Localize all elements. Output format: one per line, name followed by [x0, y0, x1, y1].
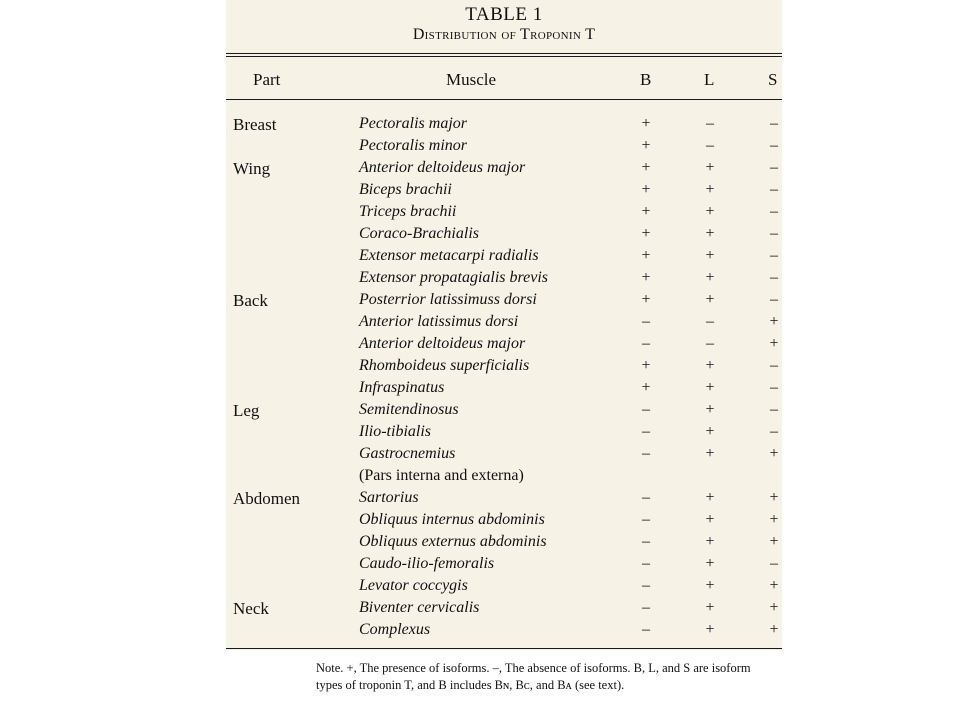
s-cell: –: [770, 203, 778, 220]
part-cell: Leg: [233, 401, 260, 420]
table-row: [226, 423, 782, 445]
l-cell: +: [705, 247, 715, 264]
s-cell: –: [770, 115, 778, 132]
muscle-cell: Anterior deltoideus major: [359, 159, 526, 176]
s-cell: +: [769, 599, 779, 616]
part-cell: Neck: [233, 599, 269, 618]
l-cell: +: [705, 511, 715, 528]
l-cell: +: [705, 181, 715, 198]
b-cell: +: [641, 137, 651, 154]
muscle-cell: Anterior latissimus dorsi: [359, 313, 519, 330]
l-cell: +: [705, 445, 715, 462]
l-cell: +: [705, 225, 715, 242]
part-cell: Wing: [233, 159, 271, 178]
l-cell: +: [705, 599, 715, 616]
muscle-cell: Ilio-tibialis: [359, 423, 431, 440]
b-cell: –: [642, 313, 650, 330]
table-note: Note. +, The presence of isoforms. –, The absence of isoforms. B, L, and S are isoform types of troponin T, and B includes Bɴ, Bᴄ, and Bᴀ (see text).: [316, 661, 751, 692]
l-cell: –: [706, 137, 714, 154]
header-rule: [226, 99, 782, 100]
muscle-cell: Caudo-ilio-femoralis: [359, 555, 495, 572]
l-cell: +: [705, 203, 715, 220]
b-cell: –: [642, 489, 650, 506]
top-rule: [226, 53, 782, 54]
s-cell: –: [770, 181, 778, 198]
muscle-cell: Sartorius: [359, 489, 419, 506]
table-row: [226, 115, 782, 137]
table-row: [226, 511, 782, 533]
column-header-b: B: [640, 70, 652, 89]
table-row: [226, 467, 782, 489]
l-cell: +: [705, 291, 715, 308]
table-row: [226, 445, 782, 467]
table-row: [226, 313, 782, 335]
muscle-cell: Complexus: [359, 621, 431, 638]
table-row: [226, 533, 782, 555]
s-cell: +: [769, 533, 779, 550]
l-cell: +: [705, 577, 715, 594]
muscle-cell: Pectoralis major: [359, 115, 467, 132]
b-cell: +: [641, 379, 651, 396]
l-cell: +: [705, 533, 715, 550]
b-cell: –: [642, 423, 650, 440]
muscle-cell: Gastrocnemius: [359, 445, 456, 462]
table-row: [226, 159, 782, 181]
s-cell: –: [770, 291, 778, 308]
table-row: [226, 291, 782, 313]
column-header-muscle: Muscle: [446, 70, 497, 89]
muscle-cell: Pectoralis minor: [359, 137, 467, 154]
table-subtitle: Distribution of Troponin T: [412, 26, 596, 43]
b-cell: +: [641, 203, 651, 220]
s-cell: +: [769, 313, 779, 330]
table-row: [226, 357, 782, 379]
l-cell: –: [706, 335, 714, 352]
muscle-cell: Posterrior latissimuss dorsi: [359, 291, 537, 308]
muscle-cell: Triceps brachii: [359, 203, 457, 220]
muscle-cell: Biceps brachii: [359, 181, 452, 198]
muscle-cell: Levator coccygis: [359, 577, 468, 594]
b-cell: +: [641, 181, 651, 198]
l-cell: +: [705, 555, 715, 572]
s-cell: +: [769, 621, 779, 638]
column-header-l: L: [704, 70, 715, 89]
s-cell: –: [770, 423, 778, 440]
b-cell: +: [641, 357, 651, 374]
s-cell: +: [769, 577, 779, 594]
table-row: [226, 335, 782, 357]
table-row: [226, 489, 782, 511]
table-row: [226, 599, 782, 621]
column-header-part: Part: [253, 70, 281, 89]
muscle-cell: Obliquus externus abdominis: [359, 533, 547, 550]
table-row: [226, 203, 782, 225]
b-cell: –: [642, 555, 650, 572]
b-cell: –: [642, 401, 650, 418]
b-cell: –: [642, 335, 650, 352]
table-title: TABLE 1: [465, 4, 543, 25]
b-cell: +: [641, 291, 651, 308]
s-cell: +: [769, 511, 779, 528]
b-cell: +: [641, 269, 651, 286]
l-cell: +: [705, 401, 715, 418]
b-cell: –: [642, 511, 650, 528]
l-cell: +: [705, 159, 715, 176]
muscle-cell: Infraspinatus: [359, 379, 445, 396]
top-rule-double: [226, 56, 782, 57]
muscle-cell: Extensor propatagialis brevis: [359, 269, 549, 286]
muscle-cell: Coraco-Brachialis: [359, 225, 479, 242]
table-row: [226, 379, 782, 401]
table-row: [226, 621, 782, 643]
muscle-cell: Biventer cervicalis: [359, 599, 480, 616]
l-cell: –: [706, 313, 714, 330]
b-cell: +: [641, 225, 651, 242]
table-row: [226, 555, 782, 577]
l-cell: +: [705, 379, 715, 396]
s-cell: –: [770, 159, 778, 176]
table-row: [226, 137, 782, 159]
l-cell: +: [705, 621, 715, 638]
part-cell: Back: [233, 291, 268, 310]
b-cell: –: [642, 445, 650, 462]
b-cell: –: [642, 599, 650, 616]
muscle-cell: Rhomboideus superficialis: [359, 357, 530, 374]
l-cell: +: [705, 489, 715, 506]
b-cell: +: [641, 115, 651, 132]
s-cell: –: [770, 379, 778, 396]
b-cell: –: [642, 621, 650, 638]
muscle-cell: Semitendinosus: [359, 401, 459, 418]
l-cell: +: [705, 357, 715, 374]
l-cell: +: [705, 423, 715, 440]
muscle-cell: Extensor metacarpi radialis: [359, 247, 539, 264]
s-cell: –: [770, 555, 778, 572]
s-cell: –: [770, 357, 778, 374]
table-row: [226, 577, 782, 599]
s-cell: –: [770, 269, 778, 286]
table-row: [226, 181, 782, 203]
muscle-cell: Anterior deltoideus major: [359, 335, 526, 352]
b-cell: +: [641, 247, 651, 264]
l-cell: –: [706, 115, 714, 132]
s-cell: +: [769, 489, 779, 506]
s-cell: +: [769, 335, 779, 352]
bottom-rule: [226, 648, 782, 649]
b-cell: –: [642, 577, 650, 594]
part-cell: Breast: [233, 115, 277, 134]
table-row: [226, 269, 782, 291]
column-header-s: S: [768, 70, 778, 89]
b-cell: –: [642, 533, 650, 550]
s-cell: –: [770, 137, 778, 154]
part-cell: Abdomen: [233, 489, 301, 508]
muscle-cell: Obliquus internus abdominis: [359, 511, 545, 528]
muscle-cell: (Pars interna and externa): [359, 467, 524, 484]
s-cell: –: [770, 401, 778, 418]
s-cell: –: [770, 247, 778, 264]
s-cell: +: [769, 445, 779, 462]
table-row: [226, 247, 782, 269]
b-cell: +: [641, 159, 651, 176]
l-cell: +: [705, 269, 715, 286]
table-row: [226, 225, 782, 247]
s-cell: –: [770, 225, 778, 242]
table-row: [226, 401, 782, 423]
